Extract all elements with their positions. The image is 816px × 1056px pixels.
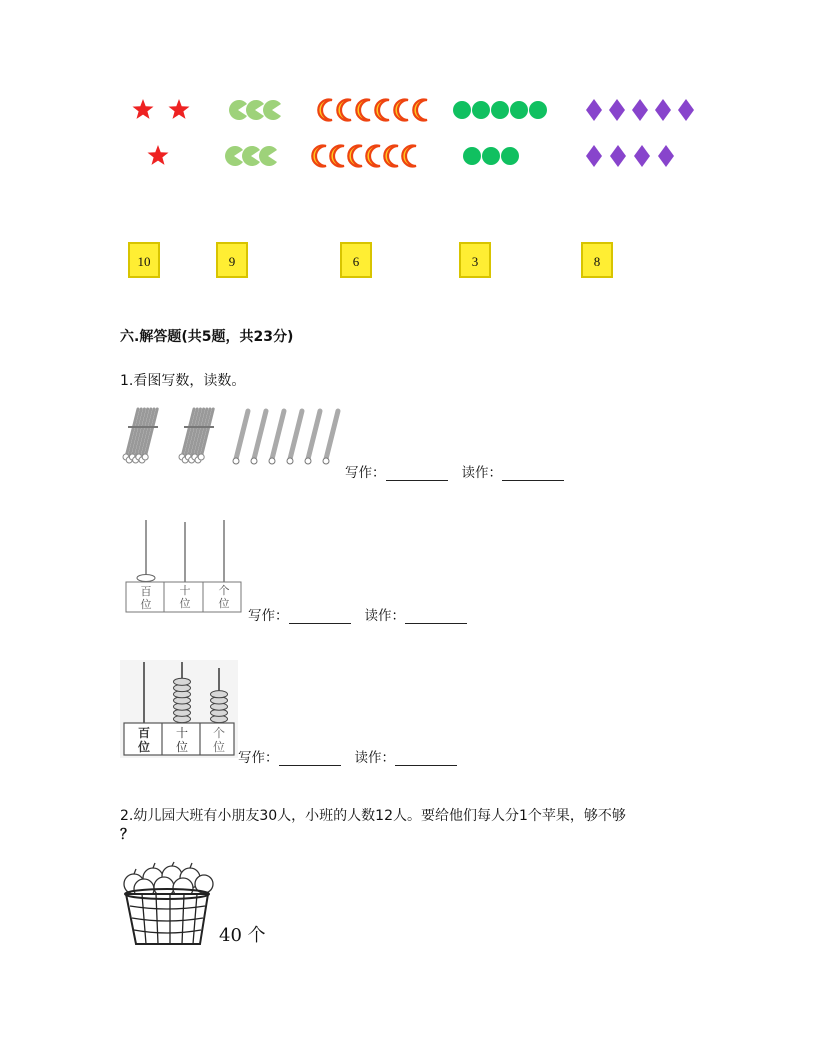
- moon-icon: [413, 100, 427, 121]
- matching-bottom-row: [0, 135, 816, 185]
- circle-icon: [482, 147, 500, 165]
- diamond-icon: [634, 145, 650, 167]
- stick-bundle: [179, 409, 214, 463]
- diamond-icon: [655, 99, 671, 121]
- write-label: 写作：: [248, 608, 289, 624]
- answer-line-3: [238, 746, 471, 766]
- diamond-icon: [632, 99, 648, 121]
- abacus-picture: [120, 660, 238, 758]
- read-label: 读作：: [354, 750, 395, 766]
- circle-icon: [463, 147, 481, 165]
- moon-icon: [375, 100, 389, 121]
- write-blank[interactable]: [279, 751, 341, 766]
- number-card[interactable]: 3: [459, 242, 491, 278]
- place-label-hundreds: 百位: [140, 585, 152, 611]
- write-blank[interactable]: [289, 609, 351, 624]
- circle-icon: [453, 101, 471, 119]
- diamond-icon: [586, 99, 602, 121]
- crescent-icon: [229, 100, 247, 120]
- number-card[interactable]: 8: [581, 242, 613, 278]
- diamond-icon: [609, 99, 625, 121]
- star-icon: [133, 99, 154, 119]
- answer-line-2: [248, 604, 481, 624]
- number-card[interactable]: 10: [128, 242, 160, 278]
- circle-icon: [491, 101, 509, 119]
- moon-icon: [318, 100, 332, 121]
- diamond-icon: [658, 145, 674, 167]
- abacus-picture: [124, 520, 244, 615]
- write-label: 写作：: [345, 465, 386, 481]
- star-icon: [148, 145, 169, 165]
- circle-icon: [501, 147, 519, 165]
- matching-top-row: [0, 0, 816, 130]
- place-label-hundreds: 百位: [137, 726, 150, 754]
- diamond-icon: [678, 99, 694, 121]
- circle-icon: [510, 101, 528, 119]
- diamond-icon: [610, 145, 626, 167]
- place-label-tens: 十位: [179, 584, 191, 610]
- moon-icon: [384, 146, 398, 167]
- write-label: 写作：: [238, 750, 279, 766]
- section-title: 六.解答题(共5题，共23分): [120, 329, 294, 345]
- answer-line-1: [345, 461, 578, 481]
- moon-icon: [348, 146, 362, 167]
- question-1-prompt: 1.看图写数，读数。: [120, 373, 246, 389]
- place-label-ones: 个位: [218, 584, 230, 610]
- question-2-prompt-continued: ？: [120, 827, 134, 843]
- moon-icon: [330, 146, 344, 167]
- circle-icon: [529, 101, 547, 119]
- read-blank[interactable]: [405, 609, 467, 624]
- stick-bundle: [123, 409, 158, 463]
- moon-icon: [366, 146, 380, 167]
- question-2-prompt: 2.幼儿园大班有小朋友30人，小班的人数12人。要给他们每人分1个苹果，够不够: [120, 808, 626, 824]
- diamond-icon: [586, 145, 602, 167]
- moon-icon: [402, 146, 416, 167]
- abacus-bead: [137, 575, 155, 582]
- number-card[interactable]: 9: [216, 242, 248, 278]
- read-label: 读作：: [364, 608, 405, 624]
- crescent-icon: [242, 146, 260, 166]
- single-sticks: [233, 411, 338, 464]
- basket-count-label: 40 个: [219, 925, 266, 946]
- circle-icon: [472, 101, 490, 119]
- moon-icon: [312, 146, 326, 167]
- moon-icon: [356, 100, 370, 121]
- moon-icon: [337, 100, 351, 121]
- crescent-icon: [259, 146, 277, 166]
- number-card[interactable]: 6: [340, 242, 372, 278]
- counting-sticks-picture: [120, 405, 345, 477]
- write-blank[interactable]: [386, 466, 448, 481]
- apple-basket-icon: [120, 862, 215, 947]
- place-label-ones: 个位: [212, 726, 225, 754]
- read-blank[interactable]: [502, 466, 564, 481]
- star-icon: [169, 99, 190, 119]
- crescent-icon: [263, 100, 281, 120]
- abacus-bead: [211, 691, 228, 698]
- read-blank[interactable]: [395, 751, 457, 766]
- read-label: 读作：: [461, 465, 502, 481]
- moon-icon: [394, 100, 408, 121]
- place-label-tens: 十位: [175, 726, 188, 754]
- abacus-bead: [174, 678, 191, 685]
- crescent-icon: [246, 100, 264, 120]
- crescent-icon: [225, 146, 243, 166]
